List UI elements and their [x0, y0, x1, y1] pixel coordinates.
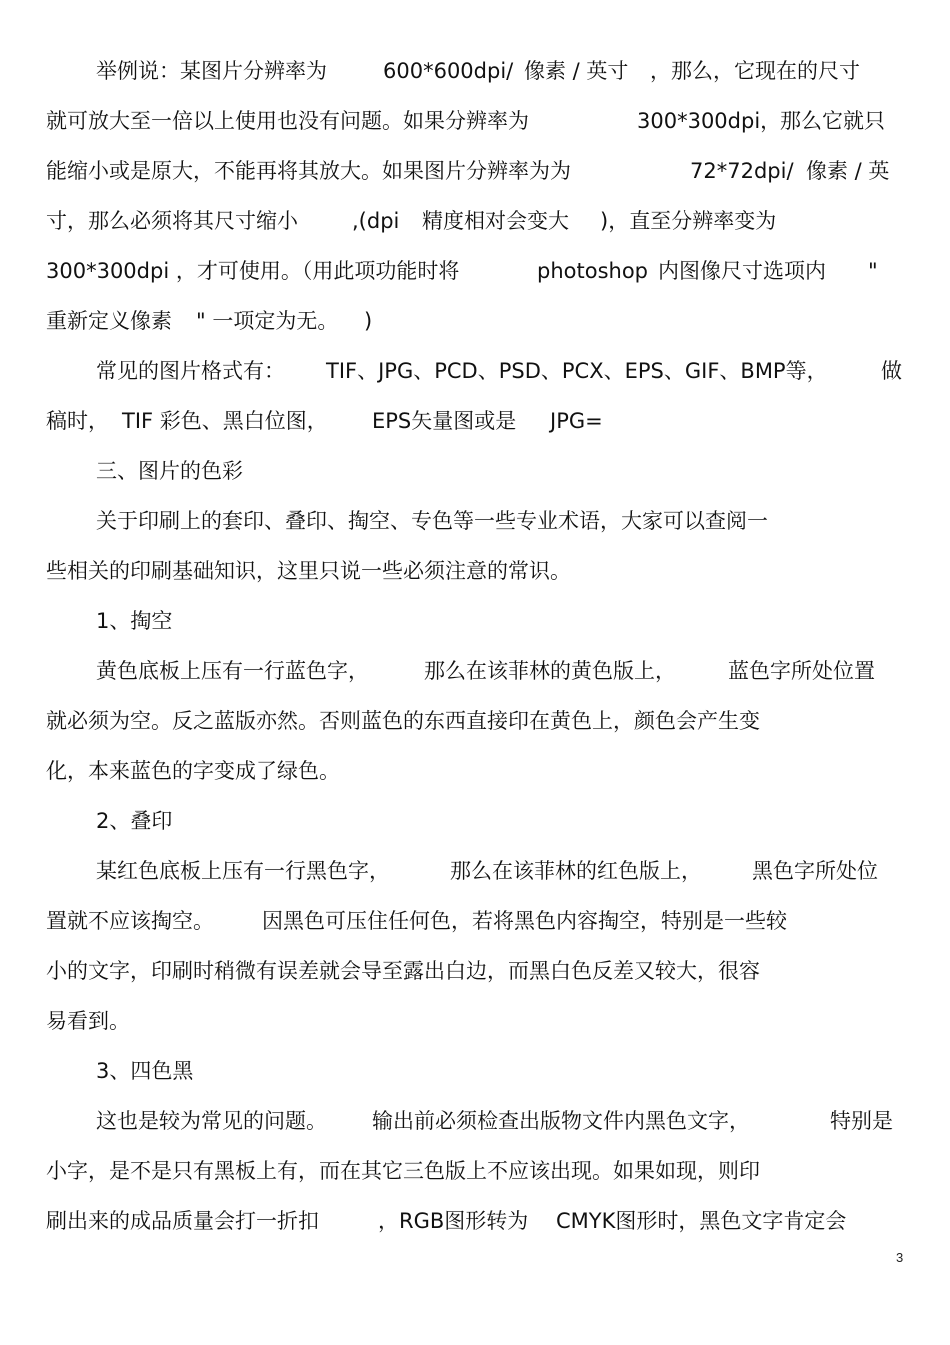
subsection-heading: [0, 1051, 950, 1091]
text-line: [0, 1001, 950, 1041]
text-segment: " 一项定为无。: [196, 309, 339, 333]
text-segment: 小的文字，印刷时稍微有误差就会导至露出白边，而黑白色反差又较大，很容: [46, 959, 760, 983]
text-segment: 内图像尺寸选项内: [658, 259, 826, 283]
text-segment: ,(dpi: [352, 209, 400, 233]
text-line: [0, 301, 950, 341]
text-segment: 2、叠印: [96, 809, 173, 833]
text-segment: 蓝色字所处位置: [728, 659, 875, 683]
subsection-heading: [0, 601, 950, 641]
text-line: [0, 751, 950, 791]
text-segment: 3、四色黑: [96, 1059, 194, 1083]
text-segment: 能缩小或是原大，不能再将其放大。如果图片分辨率为为: [46, 159, 571, 183]
text-line: [0, 251, 950, 291]
text-line: [0, 701, 950, 741]
text-segment: ，那么，它现在的尺寸: [650, 59, 860, 83]
text-line: [0, 401, 950, 441]
text-segment: 输出前必须检查出版物文件内黑色文字，: [372, 1109, 750, 1133]
text-line: [0, 501, 950, 541]
text-segment: 72*72dpi/: [690, 159, 794, 183]
text-line: [0, 1151, 950, 1191]
text-segment: EPS矢量图或是: [372, 409, 517, 433]
section-heading: [0, 451, 950, 491]
text-segment: 黄色底板上压有一行蓝色字，: [96, 659, 369, 683]
text-segment: 某红色底板上压有一行黑色字，: [96, 859, 390, 883]
text-line: [0, 151, 950, 191]
text-segment: 这也是较为常见的问题。: [96, 1109, 327, 1133]
text-segment: 300*300dpi ，才可使用。（用此项功能时将: [46, 259, 460, 283]
text-segment: ): [364, 309, 373, 333]
text-segment: 就可放大至一倍以上使用也没有问题。如果分辨率为: [46, 109, 529, 133]
text-line: [0, 901, 950, 941]
text-segment: 置就不应该掏空。: [46, 909, 214, 933]
text-segment: 像素 / 英: [806, 159, 890, 183]
text-segment: 1、掏空: [96, 609, 173, 633]
text-line: [0, 51, 950, 91]
text-line: [0, 851, 950, 891]
text-segment: 黑色字所处位: [752, 859, 878, 883]
text-segment: 稿时，: [46, 409, 109, 433]
text-segment: 做: [881, 359, 902, 383]
text-line: [0, 351, 950, 391]
text-segment: 小字，是不是只有黑板上有，而在其它三色版上不应该出现。如果如现，则印: [46, 1159, 760, 1183]
text-segment: 寸，那么必须将其尺寸缩小: [46, 209, 298, 233]
text-segment: 易看到。: [46, 1009, 130, 1033]
text-segment: 600*600dpi/: [383, 59, 514, 83]
text-line: [0, 1201, 950, 1241]
text-segment: TIF、JPG、PCD、PSD、PCX、EPS、GIF、BMP等，: [326, 359, 828, 383]
text-segment: )，直至分辨率变为: [600, 209, 777, 233]
text-segment: ": [868, 259, 878, 283]
text-segment: 因黑色可压住任何色，若将黑色内容掏空，特别是一些较: [262, 909, 787, 933]
text-line: [0, 551, 950, 591]
text-segment: 特别是: [830, 1109, 893, 1133]
text-line: [0, 951, 950, 991]
text-segment: 那么在该菲林的红色版上，: [450, 859, 702, 883]
text-segment: 关于印刷上的套印、叠印、掏空、专色等一些专业术语，大家可以查阅一: [96, 509, 768, 533]
text-segment: CMYK图形时，黑色文字肯定会: [556, 1209, 847, 1233]
page-number: 3: [896, 1250, 904, 1265]
text-line: [0, 201, 950, 241]
subsection-heading: [0, 801, 950, 841]
text-segment: 常见的图片格式有：: [96, 359, 285, 383]
text-segment: 像素 / 英寸: [524, 59, 629, 83]
text-segment: 刷出来的成品质量会打一折扣: [46, 1209, 319, 1233]
text-segment: 举例说：某图片分辨率为: [96, 59, 327, 83]
text-segment: 那么它就只: [780, 109, 885, 133]
text-segment: 精度相对会变大: [422, 209, 569, 233]
text-segment: 那么在该菲林的黄色版上，: [424, 659, 676, 683]
text-segment: 化，本来蓝色的字变成了绿色。: [46, 759, 340, 783]
text-line: [0, 651, 950, 691]
text-segment: 些相关的印刷基础知识，这里只说一些必须注意的常识。: [46, 559, 571, 583]
text-segment: 300*300dpi，: [637, 109, 782, 133]
text-segment: 三、图片的色彩: [96, 459, 243, 483]
text-line: [0, 1101, 950, 1141]
text-segment: 重新定义像素: [46, 309, 172, 333]
text-line: [0, 101, 950, 141]
text-segment: JPG=: [550, 409, 603, 433]
text-segment: 就必须为空。反之蓝版亦然。否则蓝色的东西直接印在黄色上，颜色会产生变: [46, 709, 760, 733]
text-segment: photoshop: [537, 259, 648, 283]
text-segment: ，RGB图形转为: [378, 1209, 529, 1233]
text-segment: TIF 彩色、黑白位图，: [122, 409, 328, 433]
